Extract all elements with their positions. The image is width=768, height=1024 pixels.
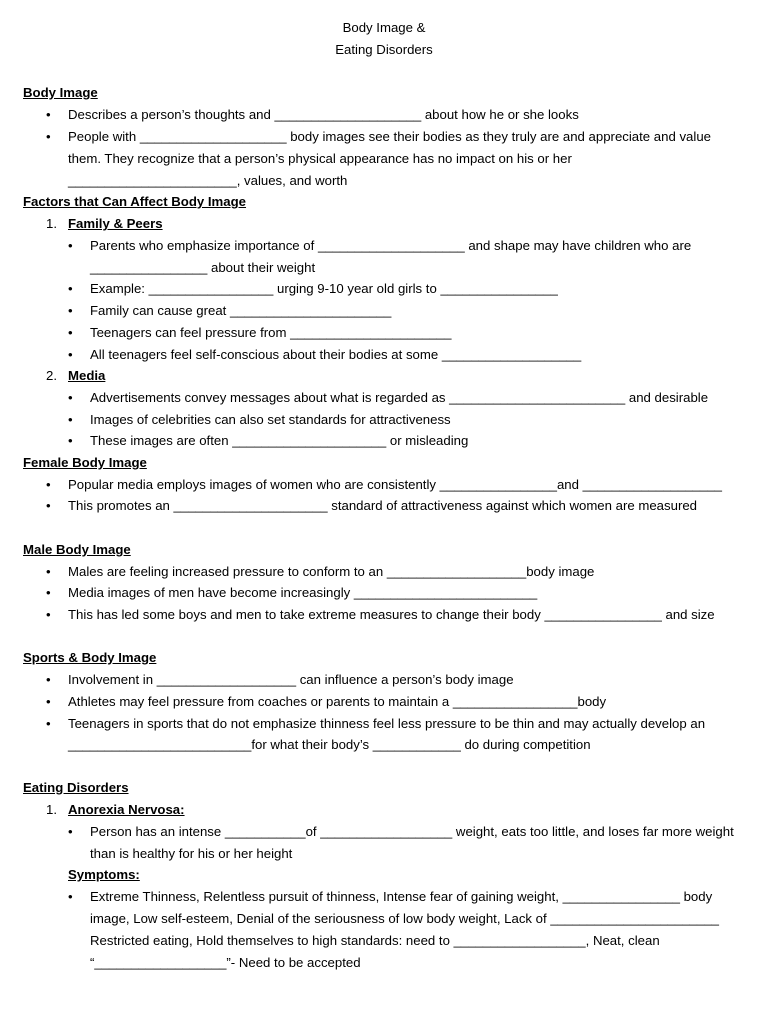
list-item-continuation: ________________ about their weight: [90, 260, 316, 275]
section-heading-eating-disorders: Eating Disorders: [23, 780, 129, 795]
list-item: • Teenagers can feel pressure from ______________________: [90, 325, 451, 341]
list-item: • Athletes may feel pressure from coaches or parents to maintain a _________________body: [68, 694, 606, 710]
section-heading-factors: Factors that Can Affect Body Image: [23, 194, 247, 209]
list-item: • Popular media employs images of women who are consistently ________________and ___________________: [68, 477, 722, 493]
section-heading-male: Male Body Image: [23, 542, 131, 557]
list-item: • Teenagers in sports that do not emphasize thinness feel less pressure to be thin and may actually develop an: [68, 716, 705, 732]
list-item-continuation: them. They recognize that a person’s physical appearance has no impact on his or her: [68, 151, 572, 166]
list-item: • Images of celebrities can also set standards for attractiveness: [90, 412, 451, 428]
section-heading-female: Female Body Image: [23, 455, 147, 470]
document-title-line-2: Eating Disorders: [335, 42, 433, 57]
list-item: • Extreme Thinness, Relentless pursuit of thinness, Intense fear of gaining weight, ________________ body: [90, 889, 712, 905]
list-item: • Involvement in ___________________ can influence a person’s body image: [68, 672, 514, 688]
list-item: • This has led some boys and men to take extreme measures to change their body ________________ and size: [68, 607, 715, 623]
list-item: • Advertisements convey messages about what is regarded as ________________________ and desirable: [90, 390, 708, 406]
list-item: • Person has an intense ___________of __________________ weight, eats too little, and loses far more weight: [90, 824, 734, 840]
section-heading-body-image: Body Image: [23, 85, 98, 100]
subheading-family-peers: Family & Peers: [68, 216, 163, 231]
list-item: • These images are often _____________________ or misleading: [90, 433, 468, 449]
subheading-media: Media: [68, 368, 106, 383]
document-title-line-1: Body Image &: [342, 20, 426, 35]
list-item-continuation: than is healthy for his or her height: [90, 846, 293, 861]
list-item: • Males are feeling increased pressure to conform to an ___________________body image: [68, 564, 594, 580]
list-item: • People with ____________________ body images see their bodies as they truly are and appreciate and value: [68, 129, 711, 145]
list-item-continuation: Restricted eating, Hold themselves to high standards: need to __________________, Neat, clean: [90, 933, 660, 948]
list-number: 1.: [46, 216, 57, 231]
list-item: • Example: _________________ urging 9-10 year old girls to ________________: [90, 281, 558, 297]
list-item-continuation: image, Low self-esteem, Denial of the seriousness of low body weight, Lack of _______________________: [90, 911, 720, 926]
list-item: • Describes a person’s thoughts and ____________________ about how he or she looks: [68, 107, 579, 123]
list-item-continuation: _________________________for what their body’s ____________ do during competition: [68, 737, 591, 752]
list-item-continuation: _______________________, values, and worth: [68, 173, 348, 188]
list-item: • Parents who emphasize importance of ____________________ and shape may have children who are: [90, 238, 691, 254]
section-heading-sports: Sports & Body Image: [23, 650, 157, 665]
subheading-anorexia: Anorexia Nervosa:: [68, 802, 185, 817]
list-number: 2.: [46, 368, 57, 383]
list-item: • Media images of men have become increasingly _________________________: [68, 585, 537, 601]
list-item: • Family can cause great ______________________: [90, 303, 391, 319]
list-item: • This promotes an _____________________ standard of attractiveness against which women are measured: [68, 498, 697, 514]
list-item-continuation: “__________________”- Need to be accepted: [90, 955, 361, 970]
subheading-symptoms: Symptoms:: [68, 867, 140, 882]
list-number: 1.: [46, 802, 57, 817]
list-item: • All teenagers feel self-conscious about their bodies at some ___________________: [90, 347, 581, 363]
